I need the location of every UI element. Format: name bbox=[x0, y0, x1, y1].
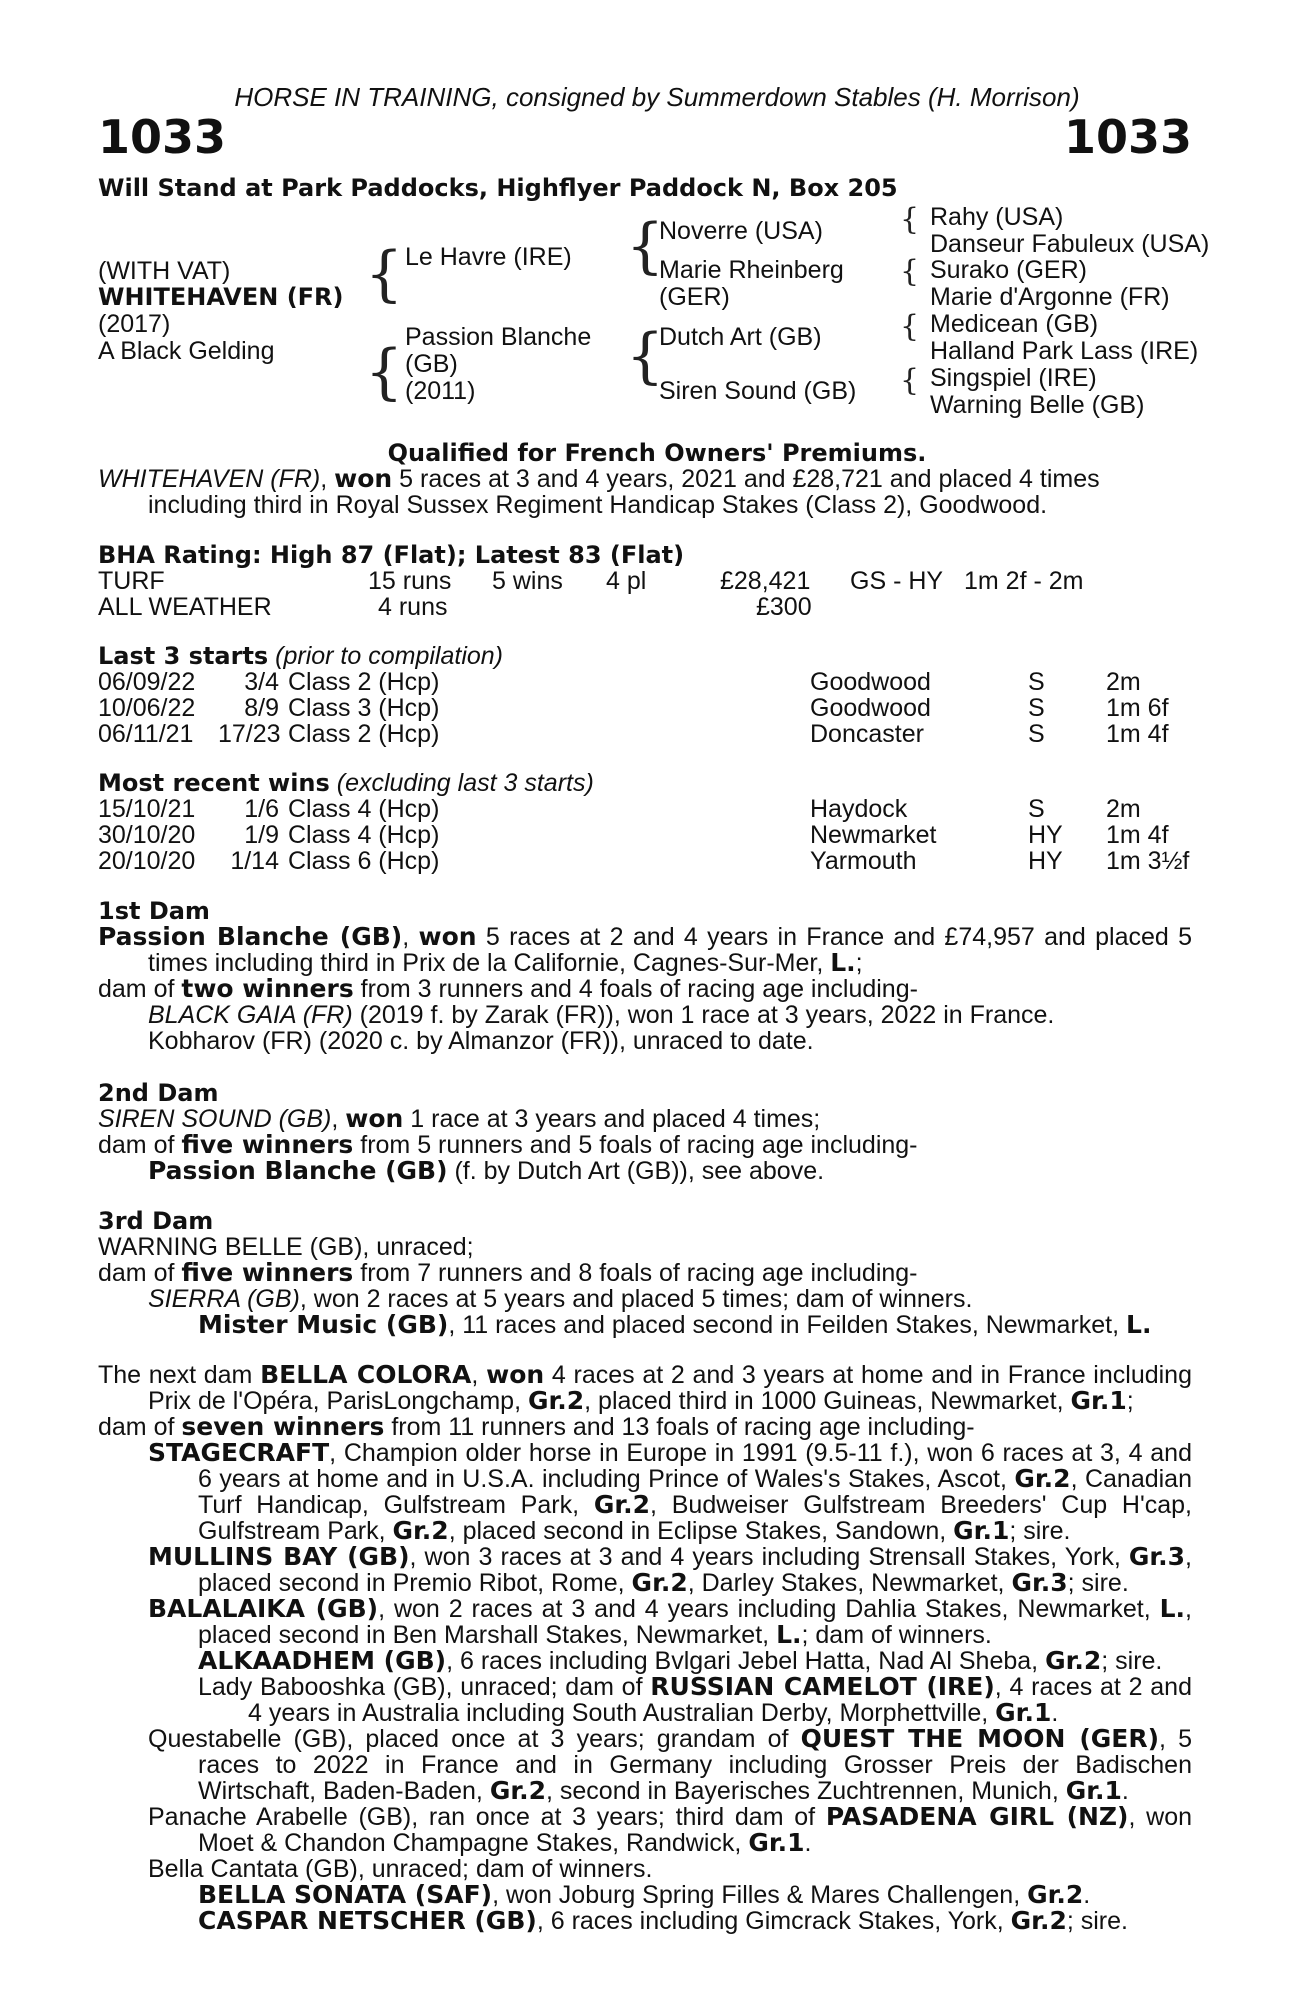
offspring-name: MULLINS BAY (GB) bbox=[148, 1542, 410, 1571]
offspring-text: ; sire. bbox=[1009, 1517, 1071, 1545]
win-going: S bbox=[1028, 795, 1045, 823]
vat-note: (WITH VAT) bbox=[98, 257, 231, 285]
pedigree-brace-main-lower: { bbox=[365, 337, 404, 407]
win-going: HY bbox=[1028, 821, 1063, 849]
start-date: 10/06/22 bbox=[98, 694, 196, 722]
third-dam-text2: from 7 runners and 8 foals of racing age including- bbox=[353, 1259, 918, 1287]
second-dam-title: 2nd Dam bbox=[98, 1079, 219, 1107]
win-distance: 2m bbox=[1106, 795, 1141, 823]
offspring-text: . bbox=[1051, 1699, 1059, 1727]
second-dam-damof: dam of bbox=[98, 1131, 182, 1159]
rating-going: GS - HY bbox=[850, 567, 944, 595]
grade: Gr.2 bbox=[631, 1568, 688, 1597]
next-dam-section bbox=[98, 1362, 1192, 1934]
horse-description: A Black Gelding bbox=[98, 337, 275, 365]
first-dam-text1: 5 races at 2 and 4 years in France and £74,957 and placed 5 times including third in Prix de la Californie, Cagnes-Sur-Mer, bbox=[148, 923, 1192, 977]
offspring-text: , placed second in Eclipse Stakes, Sandown, bbox=[448, 1517, 954, 1545]
start-date: 06/11/21 bbox=[98, 720, 194, 748]
pedigree-sire: Le Havre (IRE) bbox=[405, 243, 572, 271]
offspring-text: , won Joburg Spring Filles & Mares Challengen, bbox=[492, 1881, 1028, 1909]
win-going: HY bbox=[1028, 847, 1063, 875]
pedigree-sire-dam-line2: (GER) bbox=[659, 283, 730, 311]
offspring-text: ; sire. bbox=[1101, 1647, 1163, 1675]
next-dam-grade: Gr.1 bbox=[1070, 1386, 1127, 1415]
offspring-text: . bbox=[1121, 1777, 1129, 1805]
start-course: Goodwood bbox=[810, 668, 931, 696]
last-starts-subtitle: (prior to compilation) bbox=[268, 642, 504, 670]
pedigree-dam-line1: Passion Blanche bbox=[405, 323, 592, 351]
second-dam-offspring1-name: Passion Blanche (GB) bbox=[148, 1156, 448, 1185]
offspring-text: , 4 races at 2 and 4 years in Australia including South Australian Derby, Morphettville, bbox=[248, 1673, 1192, 1727]
rating-runs: 15 runs bbox=[368, 567, 452, 595]
win-course: Haydock bbox=[810, 795, 908, 823]
recent-win-row bbox=[98, 822, 1198, 848]
next-dam-text3: ; bbox=[1126, 1387, 1134, 1415]
third-dam-line1: WARNING BELLE (GB), unraced; bbox=[98, 1233, 474, 1261]
offspring-name: ALKAADHEM (GB) bbox=[198, 1646, 447, 1675]
start-going: S bbox=[1028, 694, 1045, 722]
grade: Gr.3 bbox=[1011, 1568, 1068, 1597]
win-date: 15/10/21 bbox=[98, 795, 196, 823]
first-dam-section: 1st Dam Passion Blanche (GB), won 5 races at 2 and 4 years in France and £74,957 and placed 5 times including third in Prix de la Californie, Cagnes-Sur-Mer, L.; dam of two winners from 3 runners and 4 foals of racing age including- BLACK GAIA (FR) (2019 f. by Zarak (FR)), won 1 race at 3 years, 2022 in France. Kobharov (FR) (2020 c. by Almanzor (FR)), unraced to date. bbox=[98, 897, 1192, 1055]
offspring-text: , Budweiser Gulfstream Breeders' Cup H'cap, Gulfstream Park, bbox=[198, 1491, 1192, 1545]
win-position: 1/14 bbox=[230, 847, 279, 875]
start-distance: 2m bbox=[1106, 668, 1141, 696]
rating-earnings: £300 bbox=[756, 593, 812, 621]
next-dam-damof: dam of bbox=[98, 1413, 182, 1441]
win-distance: 1m 4f bbox=[1106, 821, 1169, 849]
pedigree-dam-line2: (GB) bbox=[405, 350, 458, 378]
pedigree-g8: Warning Belle (GB) bbox=[930, 391, 1145, 419]
rating-row-aw bbox=[98, 594, 1198, 620]
pedigree-sire-sire: Noverre (USA) bbox=[659, 217, 823, 245]
summary-text2: including third in Royal Sussex Regiment Handicap Stakes (Class 2), Goodwood. bbox=[148, 491, 1048, 519]
offspring-text: , second in Bayerisches Zuchtrennen, Munich, bbox=[546, 1777, 1066, 1805]
pedigree-g6: Halland Park Lass (IRE) bbox=[930, 337, 1199, 365]
next-dam-winners: seven winners bbox=[181, 1412, 385, 1441]
win-class: Class 4 (Hcp) bbox=[288, 795, 440, 823]
offspring-text: ; sire. bbox=[1066, 1907, 1128, 1935]
third-dam-offspring1-name: SIERRA (GB) bbox=[148, 1285, 300, 1313]
offspring-text: , Canadian Turf Handicap, Gulfstream Park, bbox=[198, 1465, 1192, 1519]
next-dam-text4: from 11 runners and 13 foals of racing age including- bbox=[384, 1413, 975, 1441]
offspring-text: ; dam of winners. bbox=[801, 1621, 992, 1649]
offspring-alkaadhem bbox=[98, 1648, 1192, 1674]
offspring-text: Lady Babooshka (GB), unraced; dam of bbox=[198, 1673, 651, 1701]
pedigree-g3: Surako (GER) bbox=[930, 256, 1087, 284]
last-start-row bbox=[98, 695, 1198, 721]
offspring-text: , placed second in Premio Ribot, Rome, bbox=[198, 1543, 1192, 1597]
recent-win-row bbox=[98, 848, 1198, 874]
third-dam-offspring1-text: , won 2 races at 5 years and placed 5 times; dam of winners. bbox=[299, 1285, 973, 1313]
pedigree-g1: Rahy (USA) bbox=[930, 203, 1064, 231]
offspring-panache-arabelle bbox=[98, 1804, 1192, 1856]
offspring-name: PASADENA GIRL (NZ) bbox=[825, 1802, 1129, 1831]
grade: L. bbox=[1159, 1594, 1186, 1623]
second-dam-text2: from 5 runners and 5 foals of racing age including- bbox=[353, 1131, 918, 1159]
summary-horse-name: WHITEHAVEN (FR) bbox=[98, 465, 321, 493]
win-course: Newmarket bbox=[810, 821, 937, 849]
pedigree-dam-sire: Dutch Art (GB) bbox=[659, 323, 822, 351]
pedigree-g7: Singspiel (IRE) bbox=[930, 364, 1097, 392]
next-dam-text2: , placed third in 1000 Guineas, Newmarket, bbox=[584, 1387, 1071, 1415]
start-going: S bbox=[1028, 668, 1045, 696]
grade: Gr.3 bbox=[1128, 1542, 1186, 1571]
lot-number-left: 1033 bbox=[98, 110, 227, 164]
offspring-mullins-bay bbox=[98, 1544, 1192, 1596]
offspring-text: , 6 races including Gimcrack Stakes, York, bbox=[536, 1907, 1011, 1935]
pedigree-sire-dam-line1: Marie Rheinberg bbox=[659, 256, 844, 284]
pedigree-g2: Danseur Fabuleux (USA) bbox=[930, 230, 1210, 258]
grade: Gr.2 bbox=[1014, 1464, 1071, 1493]
first-dam-damof: dam of bbox=[98, 975, 182, 1003]
offspring-lady-babooshka bbox=[98, 1674, 1192, 1726]
win-course: Yarmouth bbox=[810, 847, 917, 875]
offspring-text: Panache Arabelle (GB), ran once at 3 years; third dam of bbox=[148, 1803, 826, 1831]
third-dam-offspring2-name: Mister Music (GB) bbox=[198, 1310, 449, 1339]
start-class: Class 2 (Hcp) bbox=[288, 720, 440, 748]
first-dam-text3: from 3 runners and 4 foals of racing age including- bbox=[353, 975, 918, 1003]
horse-name: WHITEHAVEN (FR) bbox=[98, 283, 344, 311]
pedigree-brace-g3: { bbox=[900, 309, 920, 344]
first-dam-title: 1st Dam bbox=[98, 897, 210, 925]
offspring-text: . bbox=[804, 1829, 812, 1857]
foaling-year: (2017) bbox=[98, 310, 171, 338]
first-dam-won: won bbox=[418, 922, 477, 951]
offspring-text: , Darley Stakes, Newmarket, bbox=[687, 1569, 1012, 1597]
next-dam-name: BELLA COLORA bbox=[260, 1360, 472, 1389]
second-dam-offspring1-text: (f. by Dutch Art (GB)), see above. bbox=[447, 1157, 825, 1185]
win-class: Class 6 (Hcp) bbox=[288, 847, 440, 875]
offspring-questabelle bbox=[98, 1726, 1192, 1804]
rating-placed: 4 pl bbox=[606, 567, 647, 595]
grade: Gr.1 bbox=[995, 1698, 1052, 1727]
third-dam-section bbox=[98, 1208, 1192, 1338]
pedigree-dam-dam: Siren Sound (GB) bbox=[659, 377, 857, 405]
lot-number-right: 1033 bbox=[1063, 110, 1192, 164]
recent-wins-title: Most recent wins bbox=[98, 769, 330, 797]
start-date: 06/09/22 bbox=[98, 668, 196, 696]
grade: Gr.2 bbox=[1027, 1880, 1084, 1909]
pedigree-brace-g1: { bbox=[900, 202, 920, 237]
recent-wins-subtitle: (excluding last 3 starts) bbox=[329, 769, 594, 797]
pedigree-g4: Marie d'Argonne (FR) bbox=[930, 283, 1170, 311]
rating-earnings: £28,421 bbox=[720, 567, 811, 595]
last-starts-title: Last 3 starts bbox=[98, 642, 269, 670]
next-dam-text1: 4 races at 2 and 3 years at home and in France including Prix de l'Opéra, ParisLongchamp, bbox=[148, 1361, 1192, 1415]
race-summary: WHITEHAVEN (FR), won 5 races at 3 and 4 years, 2021 and £28,721 and placed 4 times including third in Royal Sussex Regiment Handicap Stakes (Class 2), Goodwood. bbox=[98, 464, 1100, 519]
grade: Gr.2 bbox=[392, 1516, 449, 1545]
win-date: 20/10/20 bbox=[98, 847, 196, 875]
offspring-text: , 6 races including Bvlgari Jebel Hatta, Nad Al Sheba, bbox=[446, 1647, 1046, 1675]
pedigree-brace-sire: { bbox=[626, 211, 665, 281]
qualified-note: Qualified for French Owners' Premiums. bbox=[387, 439, 927, 467]
start-class: Class 2 (Hcp) bbox=[288, 668, 440, 696]
start-course: Doncaster bbox=[810, 720, 924, 748]
pedigree-brace-g2: { bbox=[900, 254, 920, 289]
pedigree-g5: Medicean (GB) bbox=[930, 310, 1099, 338]
offspring-name: QUEST THE MOON (GER) bbox=[800, 1724, 1160, 1753]
grade: Gr.1 bbox=[1065, 1776, 1122, 1805]
next-dam-won: won bbox=[486, 1360, 545, 1389]
start-position: 3/4 bbox=[244, 668, 279, 696]
pedigree-brace-dam: { bbox=[626, 321, 665, 391]
stand-location: Will Stand at Park Paddocks, Highflyer Paddock N, Box 205 bbox=[98, 174, 898, 202]
first-dam-offspring2: Kobharov (FR) (2020 c. by Almanzor (FR)), unraced to date. bbox=[148, 1027, 814, 1055]
grade: Gr.1 bbox=[748, 1828, 805, 1857]
grade: Gr.2 bbox=[593, 1490, 651, 1519]
pedigree-brace-main: { bbox=[365, 239, 404, 309]
win-date: 30/10/20 bbox=[98, 821, 196, 849]
offspring-text: Questabelle (GB), placed once at 3 years; grandam of bbox=[148, 1725, 801, 1753]
offspring-name: STAGECRAFT bbox=[148, 1438, 330, 1467]
rating-surface: TURF bbox=[98, 567, 165, 595]
start-going: S bbox=[1028, 720, 1045, 748]
recent-wins-heading bbox=[98, 770, 594, 796]
next-dam-grade: Gr.2 bbox=[527, 1386, 585, 1415]
grade: L. bbox=[776, 1620, 802, 1649]
recent-win-row bbox=[98, 796, 1198, 822]
first-dam-winners: two winners bbox=[181, 974, 354, 1003]
offspring-text: , 5 races to 2022 in France and in Germany including Grosser Preis der Badischen Wirtschaft, Baden-Baden, bbox=[198, 1725, 1193, 1805]
offspring-name: RUSSIAN CAMELOT (IRE) bbox=[650, 1672, 995, 1701]
last-starts-heading bbox=[98, 643, 503, 669]
grade: Gr.2 bbox=[489, 1776, 546, 1805]
offspring-text: , Champion older horse in Europe in 1991 (9.5-11 f.), won 6 races at 3, 4 and 6 years at home and in U.S.A. including Prince of Wales's Stakes, Ascot, bbox=[198, 1439, 1192, 1493]
last-start-row bbox=[98, 721, 1198, 747]
offspring-caspar-netscher bbox=[98, 1908, 1192, 1934]
last-start-row bbox=[98, 669, 1198, 695]
second-dam-winners: five winners bbox=[181, 1130, 354, 1159]
second-dam-text1: 1 race at 3 years and placed 4 times; bbox=[403, 1105, 821, 1133]
offspring-bella-cantata: Bella Cantata (GB), unraced; dam of winners. bbox=[148, 1855, 653, 1883]
second-dam-section: 2nd Dam SIREN SOUND (GB), won 1 race at 3 years and placed 4 times; dam of five winners from 5 runners and 5 foals of racing age including- Passion Blanche (GB) (f. by Dutch Art (GB)), see above. bbox=[98, 1080, 1192, 1184]
bha-rating-title: BHA Rating: High 87 (Flat); Latest 83 (Flat) bbox=[98, 541, 685, 569]
rating-surface: ALL WEATHER bbox=[98, 593, 272, 621]
summary-won: won bbox=[334, 464, 393, 493]
third-dam-damof: dam of bbox=[98, 1259, 182, 1287]
third-dam-offspring2-listed: L. bbox=[1126, 1310, 1152, 1339]
rating-row-turf bbox=[98, 568, 1198, 594]
offspring-name: CASPAR NETSCHER (GB) bbox=[198, 1906, 537, 1935]
win-class: Class 4 (Hcp) bbox=[288, 821, 440, 849]
pedigree-dam-line3: (2011) bbox=[405, 377, 476, 405]
start-distance: 1m 4f bbox=[1106, 720, 1169, 748]
second-dam-name: SIREN SOUND (GB) bbox=[98, 1105, 332, 1133]
third-dam-winners: five winners bbox=[181, 1258, 354, 1287]
first-dam-offspring1-name: BLACK GAIA (FR) bbox=[148, 1001, 353, 1029]
offspring-stagecraft bbox=[98, 1440, 1192, 1544]
win-position: 1/6 bbox=[244, 795, 279, 823]
grade: Gr.1 bbox=[953, 1516, 1010, 1545]
first-dam-name: Passion Blanche (GB) bbox=[98, 922, 403, 951]
start-distance: 1m 6f bbox=[1106, 694, 1169, 722]
offspring-text: , won 3 races at 3 and 4 years including Strensall Stakes, York, bbox=[409, 1543, 1129, 1571]
start-position: 8/9 bbox=[244, 694, 279, 722]
second-dam-won: won bbox=[345, 1104, 404, 1133]
start-course: Goodwood bbox=[810, 694, 931, 722]
offspring-text: , won 2 races at 3 and 4 years including Dahlia Stakes, Newmarket, bbox=[378, 1595, 1160, 1623]
offspring-text: . bbox=[1083, 1881, 1091, 1909]
third-dam-title: 3rd Dam bbox=[98, 1207, 214, 1235]
win-distance: 1m 3½f bbox=[1106, 847, 1190, 875]
rating-wins: 5 wins bbox=[492, 567, 563, 595]
offspring-bella-sonata bbox=[98, 1882, 1192, 1908]
start-class: Class 3 (Hcp) bbox=[288, 694, 440, 722]
third-dam-offspring2-text: , 11 races and placed second in Feilden Stakes, Newmarket, bbox=[448, 1311, 1127, 1339]
next-dam-intro: The next dam bbox=[98, 1361, 261, 1389]
summary-text1: 5 races at 3 and 4 years, 2021 and £28,721 and placed 4 times bbox=[392, 465, 1100, 493]
offspring-name: BELLA SONATA (SAF) bbox=[198, 1880, 493, 1909]
offspring-name: BALALAIKA (GB) bbox=[148, 1594, 379, 1623]
next-dam-comma: , bbox=[471, 1361, 487, 1389]
first-dam-listed: L. bbox=[830, 948, 856, 977]
grade: Gr.2 bbox=[1010, 1906, 1067, 1935]
grade: Gr.2 bbox=[1045, 1646, 1102, 1675]
first-dam-offspring1-text: (2019 f. by Zarak (FR)), won 1 race at 3 years, 2022 in France. bbox=[352, 1001, 1055, 1029]
offspring-text: , placed second in Ben Marshall Stakes, Newmarket, bbox=[198, 1595, 1192, 1649]
offspring-balalaika bbox=[98, 1596, 1192, 1648]
pedigree-brace-g4: { bbox=[900, 363, 920, 398]
offspring-text: , won Moet & Chandon Champagne Stakes, Randwick, bbox=[198, 1803, 1192, 1857]
rating-distance: 1m 2f - 2m bbox=[964, 567, 1084, 595]
offspring-text: ; sire. bbox=[1067, 1569, 1129, 1597]
consignor-line: HORSE IN TRAINING, consigned by Summerdown Stables (H. Morrison) bbox=[234, 82, 1080, 112]
start-position: 17/23 bbox=[218, 720, 281, 748]
first-dam-text2: ; bbox=[855, 949, 863, 977]
rating-runs: 4 runs bbox=[378, 593, 448, 621]
win-position: 1/9 bbox=[244, 821, 279, 849]
